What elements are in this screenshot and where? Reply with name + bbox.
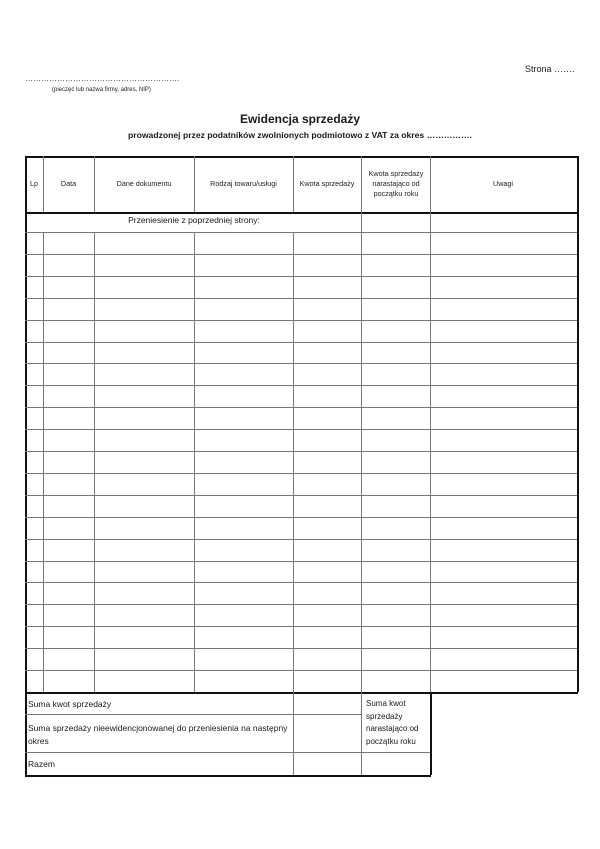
body-row-rule [25,495,577,496]
column-header-goods-type: Rodzaj towaru/usługi [210,179,277,188]
body-row-rule [25,342,577,343]
footer-column-rule [361,692,362,775]
body-row-rule [25,451,577,452]
body-column-rule [361,232,362,692]
company-stamp-placeholder: …………………………………………………. [25,74,180,83]
body-row-rule [25,363,577,364]
footer-right-border [430,692,432,775]
total-label: Razem [28,759,55,769]
body-column-rule [43,232,44,692]
body-row-rule [25,582,577,583]
body-row-rule [25,648,577,649]
body-bottom-rule [25,692,578,694]
column-header-notes: Uwagi [493,179,513,188]
cumulative-sum-label: Suma kwot sprzedaży narastająco od początku roku [366,699,419,746]
body-row-rule [25,385,577,386]
body-row-rule [25,670,577,671]
body-row-rule [25,473,577,474]
table-border-left [25,156,27,775]
column-header-lp: Lp [30,179,38,188]
column-header-date: Data [60,179,77,188]
body-column-rule [293,232,294,692]
column-header-cumulative: Kwota sprzedaży narastająco od początku roku [368,169,424,198]
body-row-rule [25,254,577,255]
header-column-rule [194,156,195,212]
table-border-right [577,156,579,692]
footer-row-rule [25,714,361,715]
sum-label: Suma kwot sprzedaży [28,699,112,709]
header-column-rule [430,156,431,212]
header-column-rule [361,156,362,212]
table-border-bottom [25,775,431,777]
column-header-document: Dane dokumentu [116,179,172,188]
header-column-rule [43,156,44,212]
carry-over-label: Przeniesienie z poprzedniej strony: [128,215,260,225]
footer-column-rule [293,692,294,775]
body-row-rule [25,539,577,540]
column-header-sale-amount: Kwota sprzedaży [299,179,355,188]
body-row-rule [25,407,577,408]
footer-row-rule [25,752,430,753]
carry-row-rule [25,232,577,233]
document-title: Ewidencja sprzedaży [239,112,361,126]
body-column-rule [94,232,95,692]
body-row-rule [25,429,577,430]
company-stamp-caption: (pieczęć lub nazwa firmy, adres, NIP) [52,87,151,93]
header-bottom-rule [25,212,578,214]
body-row-rule [25,626,577,627]
body-row-rule [25,276,577,277]
carry-column-rule [361,212,362,232]
document-subtitle: prowadzonej przez podatników zwolnionych podmiotowo z VAT za okres ……………. [128,130,472,140]
page-number: Strona ……. [525,64,575,74]
table-border-top [25,156,578,158]
header-column-rule [293,156,294,212]
carry-column-rule [430,212,431,232]
body-column-rule [194,232,195,692]
body-column-rule [430,232,431,692]
body-row-rule [25,298,577,299]
body-row-rule [25,320,577,321]
body-row-rule [25,517,577,518]
body-row-rule [25,561,577,562]
unrecorded-sales-label: Suma sprzedaży nieewidencjonowanej do przeniesienia na następny okres [28,723,288,746]
body-row-rule [25,604,577,605]
header-column-rule [94,156,95,212]
